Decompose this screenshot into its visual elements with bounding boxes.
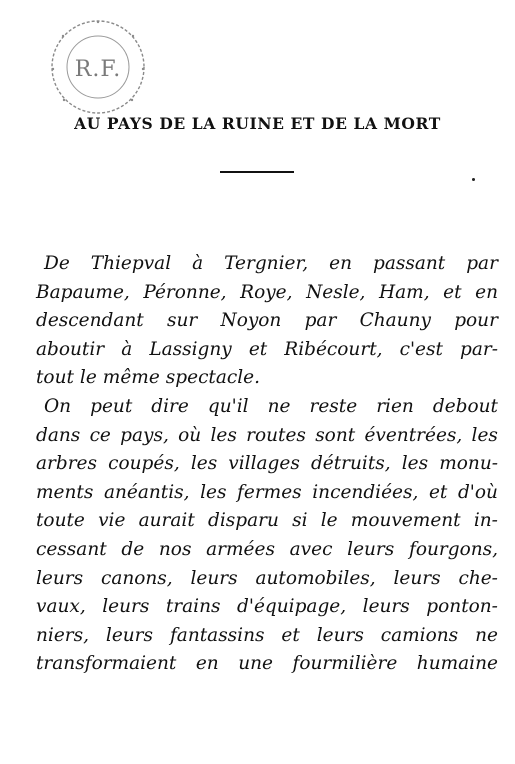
stamp-seal bbox=[36, 14, 160, 120]
library-stamp bbox=[36, 14, 160, 120]
text-line: De Thiepval à Tergnier, en passant par bbox=[44, 253, 498, 274]
text-line: transformaient en une fourmilière humaine bbox=[36, 653, 498, 675]
title-rule bbox=[220, 171, 294, 173]
text-line: cessant de nos armées avec leurs fourgons, bbox=[36, 538, 498, 560]
text-line: dans ce pays, où les routes sont éventrées, les bbox=[36, 424, 498, 446]
stamp-initials: R.F. bbox=[74, 57, 122, 82]
chapter-title: AU PAYS DE LA RUINE ET DE LA MORT bbox=[74, 114, 441, 133]
text-line: arbres coupés, les villages détruits, les monu- bbox=[36, 453, 498, 475]
text-line: descendant sur Noyon par Chauny pour bbox=[36, 310, 498, 332]
text-line: toute vie aurait disparu si le mouvement in- bbox=[36, 510, 498, 532]
text-line: leurs canons, leurs automobiles, leurs che- bbox=[36, 567, 498, 589]
text-line: vaux, leurs trains d'équipage, leurs ponton- bbox=[36, 596, 498, 618]
print-speck bbox=[472, 178, 475, 181]
text-line: niers, leurs fantassins et leurs camions ne bbox=[36, 624, 498, 646]
text-line: tout le même spectacle. bbox=[36, 367, 260, 389]
body-text bbox=[36, 250, 498, 679]
text-line: aboutir à Lassigny et Ribécourt, c'est par- bbox=[36, 338, 498, 360]
text-line: Bapaume, Péronne, Roye, Nesle, Ham, et en bbox=[36, 281, 498, 303]
text-line: ments anéantis, les fermes incendiées, et d'où bbox=[36, 481, 498, 503]
text-line: On peut dire qu'il ne reste rien debout bbox=[44, 395, 498, 417]
